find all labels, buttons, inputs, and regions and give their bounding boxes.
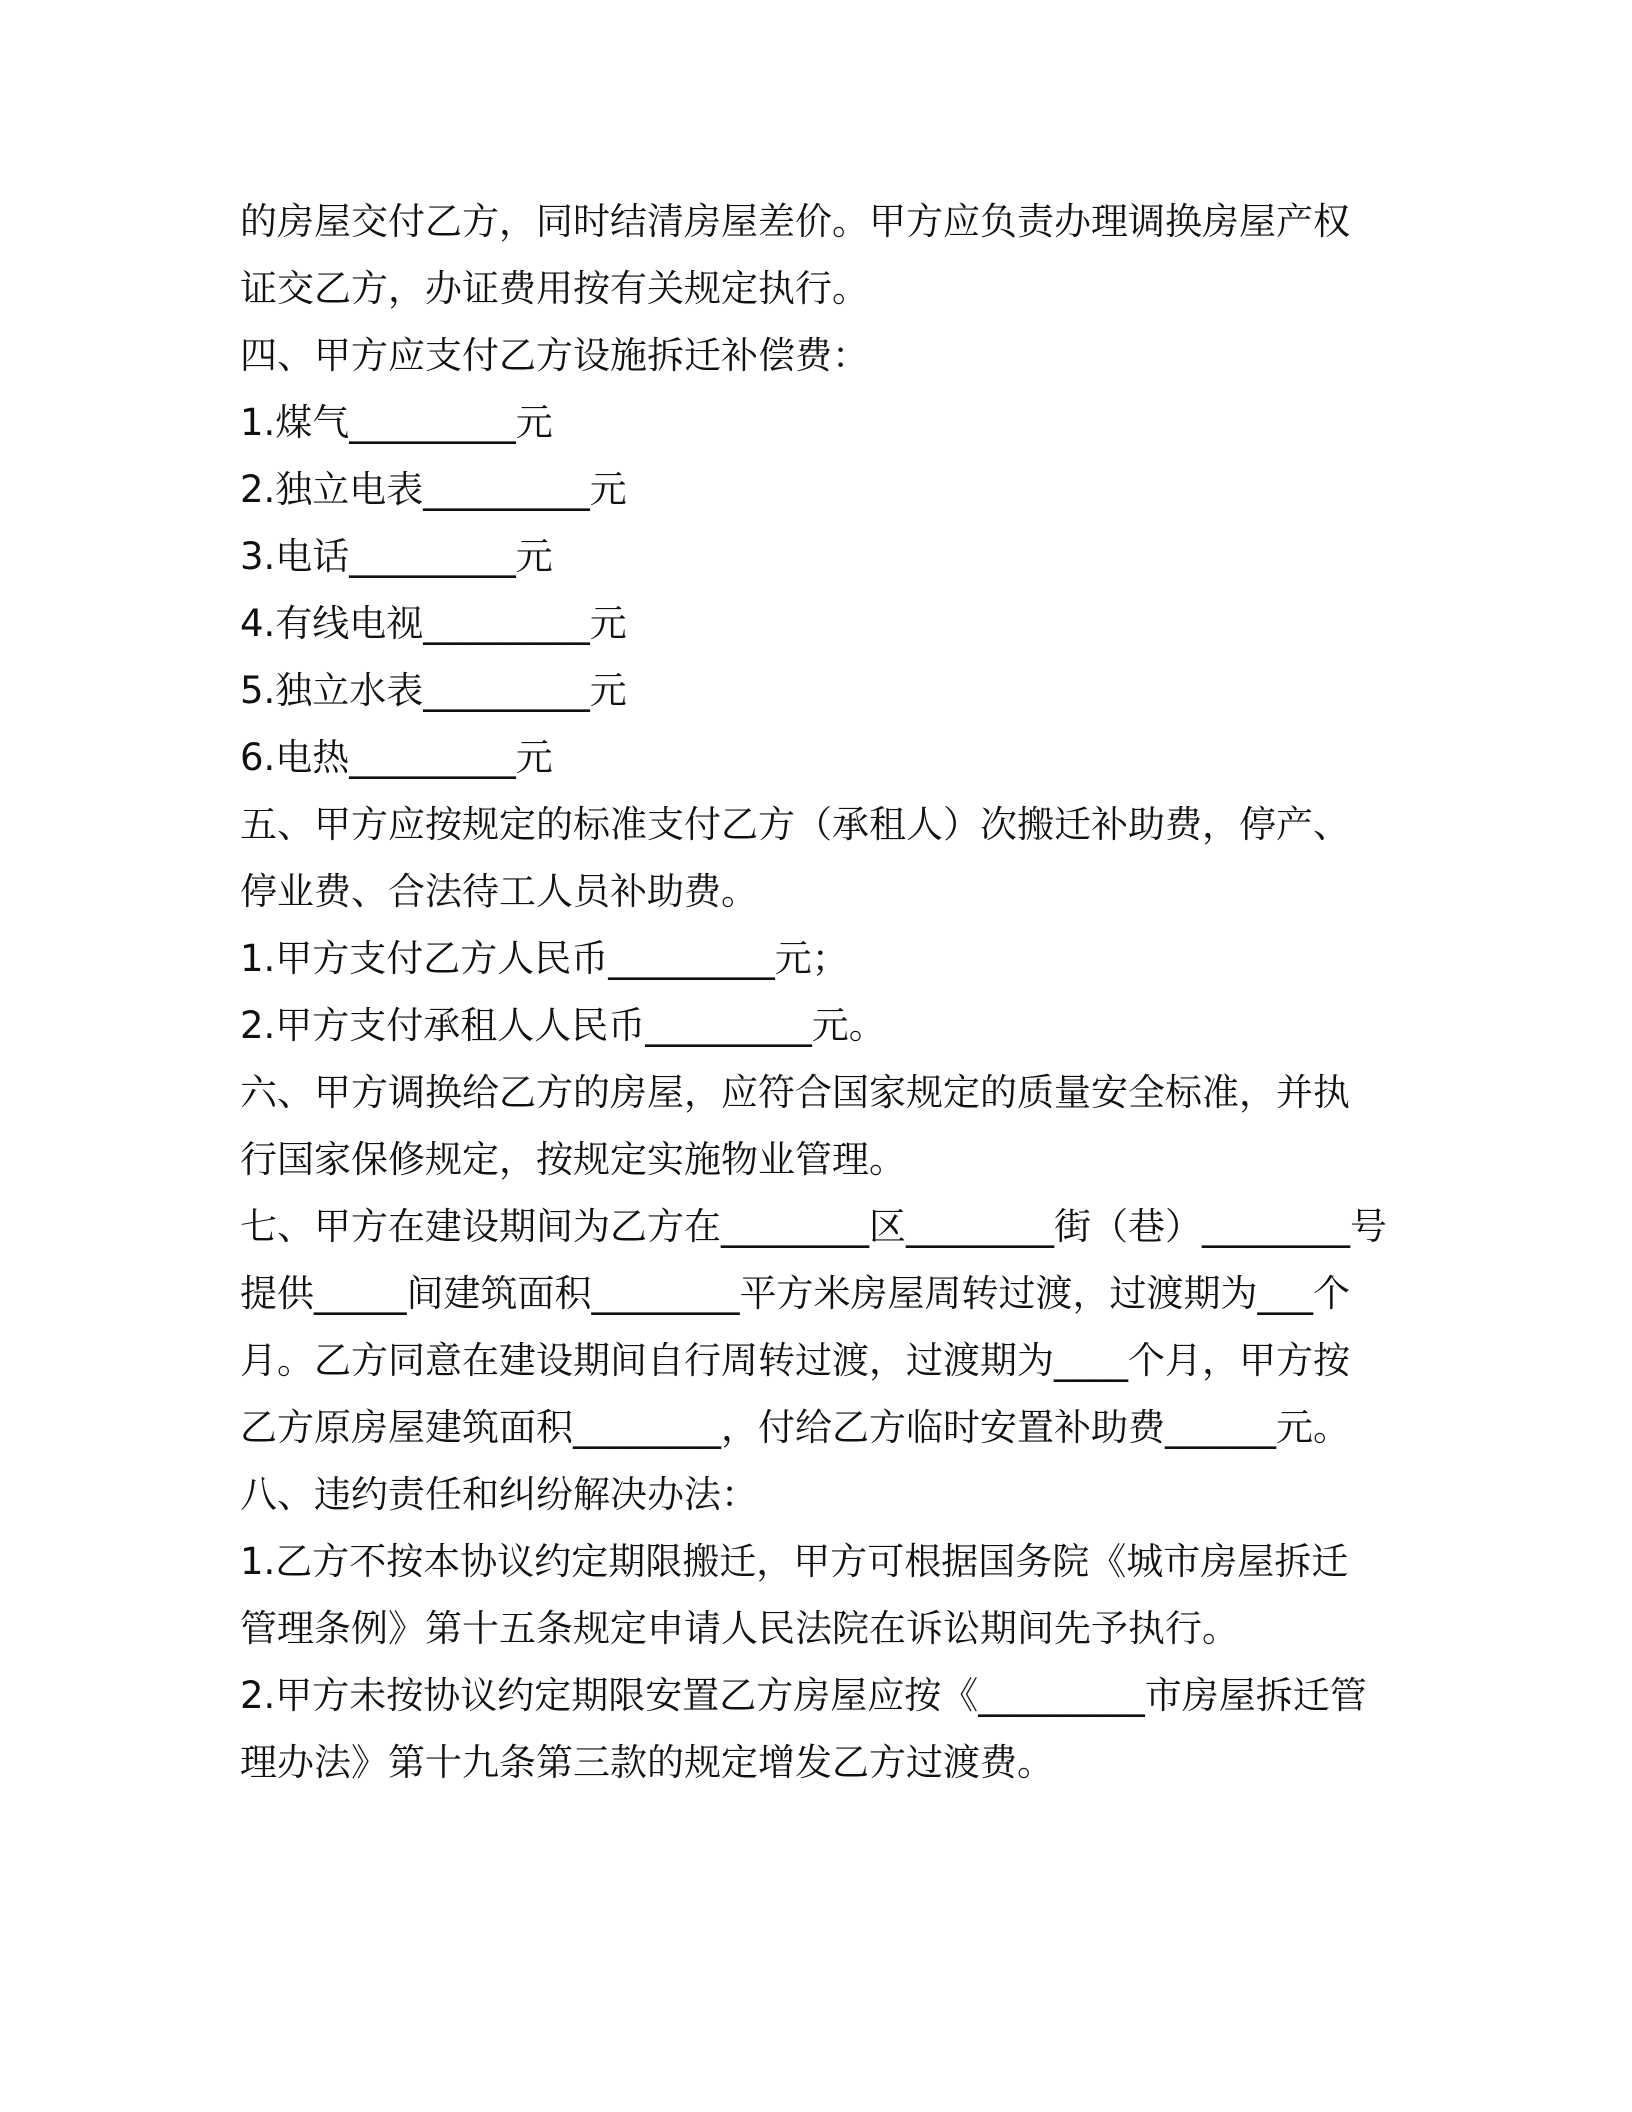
list-item: 4.有线电视_________元 xyxy=(240,602,627,645)
text-line: 证交乙方，办证费用按有关规定执行。 xyxy=(240,267,869,310)
list-item: 6.电热_________元 xyxy=(240,736,553,779)
text-line: 理办法》第十九条第三款的规定增发乙方过渡费。 xyxy=(240,1741,1054,1784)
text-line: 月。乙方同意在建设期间自行周转过渡，过渡期为____个月，甲方按 xyxy=(240,1339,1350,1382)
text-line: 管理条例》第十五条规定申请人民法院在诉讼期间先予执行。 xyxy=(240,1607,1239,1650)
text-line: 停业费、合法待工人员补助费。 xyxy=(240,870,758,913)
list-item: 2.独立电表_________元 xyxy=(240,468,627,511)
list-item: 5.独立水表_________元 xyxy=(240,669,627,712)
section-heading: 六、甲方调换给乙方的房屋，应符合国家规定的质量安全标准，并执 xyxy=(240,1071,1350,1114)
section-heading: 八、违约责任和纠纷解决办法： xyxy=(240,1473,758,1516)
section-heading: 五、甲方应按规定的标准支付乙方（承租人）次搬迁补助费，停产、 xyxy=(240,803,1350,846)
text-line: 行国家保修规定，按规定实施物业管理。 xyxy=(240,1138,906,1181)
list-item: 2.甲方未按协议约定期限安置乙方房屋应按《_________市房屋拆迁管 xyxy=(240,1674,1367,1717)
section-heading: 七、甲方在建设期间为乙方在________区________街（巷）________号 xyxy=(240,1205,1387,1248)
list-item: 3.电话_________元 xyxy=(240,535,553,578)
section-heading: 四、甲方应支付乙方设施拆迁补偿费： xyxy=(240,334,869,377)
document-body xyxy=(240,188,1400,1796)
list-item: 2.甲方支付承租人人民币_________元。 xyxy=(240,1004,886,1047)
text-line: 提供_____间建筑面积________平方米房屋周转过渡，过渡期为___个 xyxy=(240,1272,1350,1315)
list-item: 1.甲方支付乙方人民币_________元； xyxy=(240,937,849,980)
text-line: 的房屋交付乙方，同时结清房屋差价。甲方应负责办理调换房屋产权 xyxy=(240,200,1350,243)
list-item: 1.煤气_________元 xyxy=(240,401,553,444)
text-line: 乙方原房屋建筑面积________，付给乙方临时安置补助费______元。 xyxy=(240,1406,1350,1449)
list-item: 1.乙方不按本协议约定期限搬迁，甲方可根据国务院《城市房屋拆迁 xyxy=(240,1540,1349,1583)
